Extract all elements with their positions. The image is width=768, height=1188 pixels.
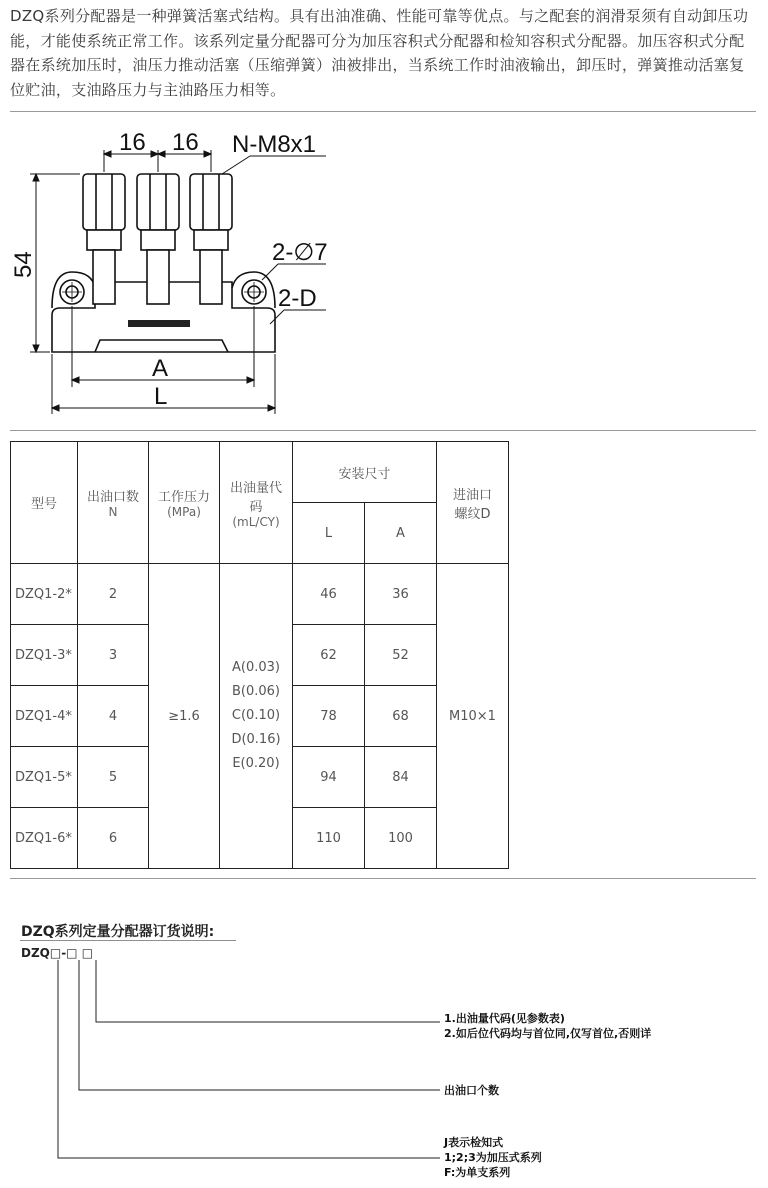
body-logo (128, 320, 190, 327)
order-code: DZQ□-□ □ (21, 946, 94, 960)
table-row-model: DZQ1-3* (11, 625, 78, 686)
dim-spacing-2: 16 (172, 129, 199, 156)
header-install-l: L (293, 503, 365, 564)
table-row-model: DZQ1-2* (11, 564, 78, 625)
header-install: 安装尺寸 (293, 442, 437, 503)
header-install-a: A (365, 503, 437, 564)
table-row-n: 4 (78, 686, 149, 747)
order-note-volume: 1.出油量代码(见参数表) 2.如后位代码均与首位同,仅写首位,否则详 (444, 1012, 652, 1040)
header-pressure: 工作压力 (MPa) (149, 442, 220, 564)
table-row-n: 3 (78, 625, 149, 686)
header-volume: 出油量代码 (mL/CY) (220, 442, 293, 564)
inlet-label: 2-D (278, 285, 317, 312)
table-row-model: DZQ1-6* (11, 808, 78, 869)
header-outlets: 出油口数 N (78, 442, 149, 564)
header-inlet: 进油口螺纹D (437, 442, 509, 564)
table-row-model: DZQ1-4* (11, 686, 78, 747)
volume-codes: A(0.03) B(0.06) C(0.10) D(0.16) E(0.20) (220, 564, 293, 869)
table-row-a: 36 (365, 564, 437, 625)
order-note-outlets: 出油口个数 (444, 1084, 499, 1097)
hole-label: 2-∅7 (272, 239, 328, 266)
table-row-l: 78 (293, 686, 365, 747)
table-row-a: 68 (365, 686, 437, 747)
table-row-l: 94 (293, 747, 365, 808)
inlet-thread: M10×1 (437, 564, 509, 869)
table-row-l: 62 (293, 625, 365, 686)
table-row-l: 110 (293, 808, 365, 869)
header-model: 型号 (11, 442, 78, 564)
table-row-n: 5 (78, 747, 149, 808)
dim-l-label: L (154, 383, 168, 410)
table-row-model: DZQ1-5* (11, 747, 78, 808)
dim-spacing-1: 16 (119, 129, 146, 156)
spec-table (10, 441, 509, 869)
thread-label: N-M8x1 (232, 131, 317, 158)
divider-middle (10, 430, 756, 431)
table-row-a: 84 (365, 747, 437, 808)
table-row-a: 100 (365, 808, 437, 869)
order-title: DZQ系列定量分配器订货说明: (21, 924, 215, 940)
table-row-l: 46 (293, 564, 365, 625)
dim-height-label: 54 (10, 251, 37, 278)
table-row-n: 2 (78, 564, 149, 625)
dimension-drawing (0, 112, 768, 430)
pressure-value: ≥1.6 (149, 564, 220, 869)
intro-paragraph: DZQ系列分配器是一种弹簧活塞式结构。具有出油准确、性能可靠等优点。与之配套的润滑泵须有自动卸压功能，才能使系统正常工作。该系列定量分配器可分为加压容积式分配器和检知容积式分配器。加压容积式分配器在系统加压时，油压力推动活塞（压缩弹簧）油被排出，当系统工作时油液输出，卸压时，弹簧推动活塞复位贮油，支油路压力与主油路压力相等。 (10, 7, 749, 99)
table-row-a: 52 (365, 625, 437, 686)
order-note-series: J表示检知式 1;2;3为加压式系列 F:为单支系列 (444, 1136, 542, 1179)
dim-a-label: A (152, 355, 169, 382)
table-row-n: 6 (78, 808, 149, 869)
order-leader-lines (0, 940, 768, 1170)
divider-bottom (10, 878, 756, 879)
